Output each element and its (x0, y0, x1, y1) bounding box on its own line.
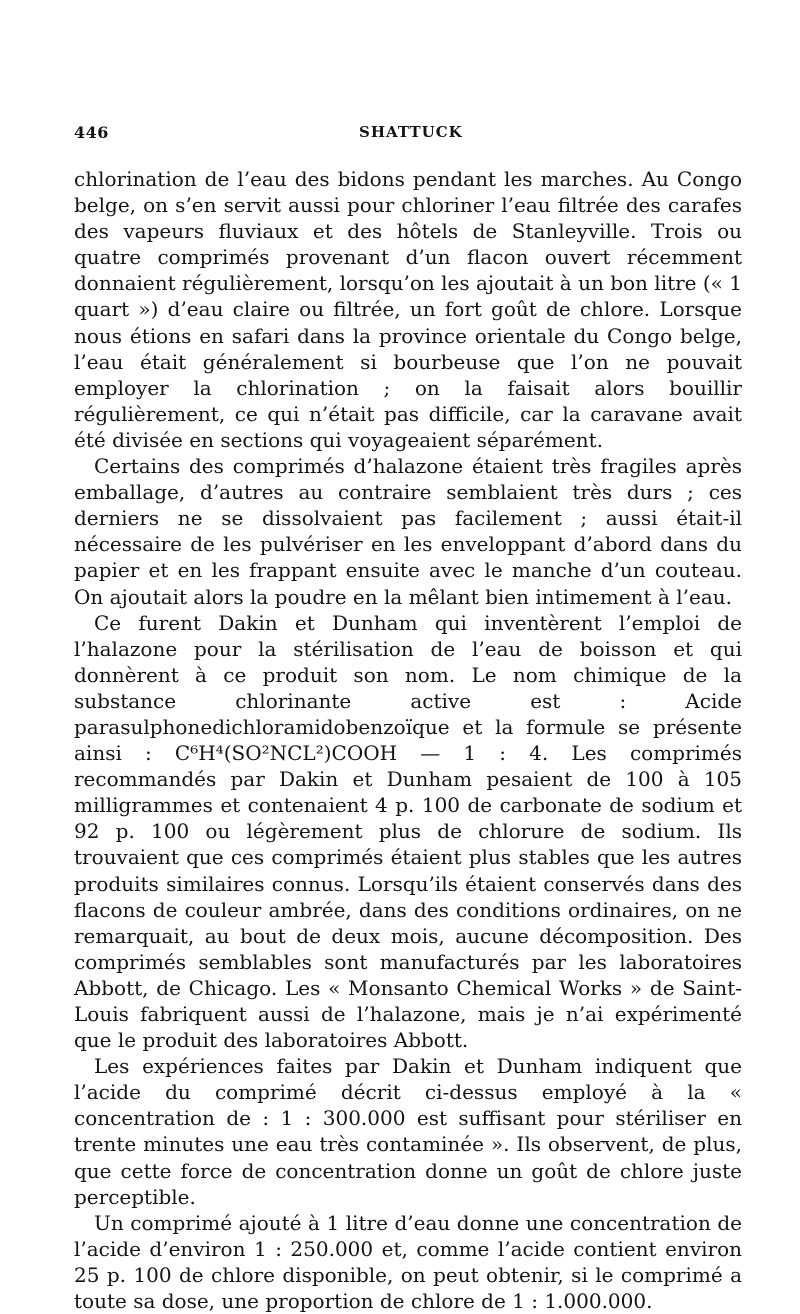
body-text (74, 166, 742, 1314)
paragraph-tablet-fragility: Certains des comprimés d’halazone étaient très fragiles après emballage, d’autres au contraire semblaient très durs ; ces derniers ne se dissolvaient pas facilement ; aussi était-il nécessaire de les pulvériser en les enveloppant d’abord dans du papier et en les frappant ensuite avec le manche d’un couteau. On ajoutait alors la poudre en la mêlant bien intimement à l’eau. (74, 454, 742, 609)
paragraph-dakin-dunham-halazone: Ce furent Dakin et Dunham qui inventèrent l’emploi de l’halazone pour la stérilisation de l’eau de boisson et qui donnèrent à ce produit son nom. Le nom chimique de la substance chlorinante active est : Acide parasulphonedichloramidobenzoïque et la formule se présente ainsi : C⁶H⁴(SO²NCL²)COOH — 1 : 4. Les comprimés recommandés par Dakin et Dunham pesaient de 100 à 105 milligrammes et contenaient 4 p. 100 de carbonate de sodium et 92 p. 100 ou légèrement plus de chlorure de sodium. Ils trouvaient que ces comprimés étaient plus stables que les autres produits similaires connus. Lorsqu’ils étaient conservés dans des flacons de couleur ambrée, dans des conditions ordinaires, on ne remarquait, au bout de deux mois, aucune décomposition. Des comprimés semblables sont manufacturés par les laboratoires Abbott, de Chicago. Les « Monsanto Chemical Works » de Saint-Louis fabriquent aussi de l’halazone, mais je n’ai expérimenté que le produit des laboratoires Abbott. (74, 610, 742, 1053)
page-number: 446 (74, 123, 109, 142)
paragraph-experiments: Les expériences faites par Dakin et Dunham indiquent que l’acide du comprimé décrit ci-dessus employé à la « concentration de : 1 : 300.000 est suffisant pour stériliser en trente minutes une eau très contaminée ». Ils observent, de plus, que cette force de concentration donne un goût de chlore juste perceptible. (74, 1054, 742, 1209)
running-head (74, 123, 742, 145)
paragraph-chlorination-continued: chlorination de l’eau des bidons pendant les marches. Au Congo belge, on s’en servit aussi pour chloriner l’eau filtrée des carafes des vapeurs fluviaux et des hôtels de Stanleyville. Trois ou quatre comprimés provenant d’un flacon ouvert récemment donnaient régulièrement, lorsqu’on les ajoutait à un bon litre (« 1 quart ») d’eau claire ou filtrée, un fort goût de chlore. Lorsque nous étions en safari dans la province orientale du Congo belge, l’eau était généralement si bourbeuse que l’on ne pouvait employer la chlorination ; on la faisait alors bouillir régulièrement, ce qui n’était pas difficile, car la caravane avait été divisée en sections qui voyageaient séparément. (74, 167, 742, 452)
running-title: SHATTUCK (359, 123, 463, 141)
paragraph-concentration: Un comprimé ajouté à 1 litre d’eau donne une concentration de l’acide d’environ 1 : 250.000 et, comme l’acide contient environ 25 p. 100 de chlore disponible, on peut obtenir, si le comprimé a toute sa dose, une proportion de chlore de 1 : 1.000.000. (74, 1210, 742, 1314)
